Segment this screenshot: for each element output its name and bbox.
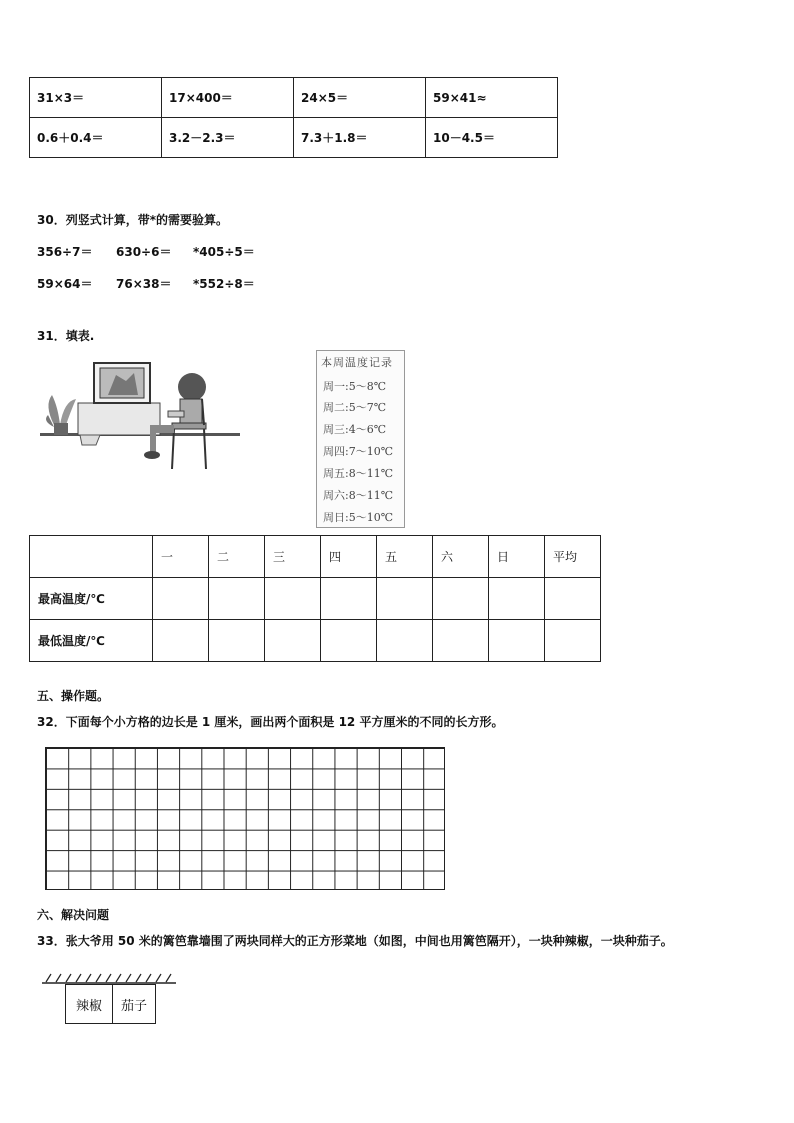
pepper-plot	[65, 984, 113, 1024]
header-cell	[30, 536, 153, 578]
calc-table	[29, 77, 558, 158]
record-title: 本周温度记录	[321, 356, 393, 369]
answer-cell[interactable]	[265, 620, 321, 662]
answer-cell[interactable]	[209, 620, 265, 662]
answer-cell[interactable]	[433, 578, 489, 620]
plot-label: 辣椒	[75, 998, 102, 1014]
table-row	[30, 78, 558, 118]
q30-expr: 630÷6＝	[116, 245, 172, 259]
row-label: 最高温度/℃	[30, 578, 153, 620]
question-30-title: 30．列竖式计算，带*的需要验算。	[37, 213, 228, 227]
calc-cell: 31×3＝	[30, 78, 162, 118]
record-item: 周四:7～10℃	[323, 445, 394, 458]
calc-cell: 0.6＋0.4＝	[30, 118, 162, 158]
q30-expr: 356÷7＝	[37, 245, 93, 259]
record-item: 周六:8～11℃	[323, 489, 394, 502]
table-header-row	[30, 536, 601, 578]
header-cell: 一	[153, 536, 209, 578]
answer-cell[interactable]	[153, 578, 209, 620]
section-6-heading: 六、解决问题	[37, 908, 110, 922]
record-item: 周五:8～11℃	[323, 467, 394, 480]
answer-cell[interactable]	[153, 620, 209, 662]
answer-cell[interactable]	[489, 620, 545, 662]
child-watching-tv-illustration	[40, 355, 242, 475]
header-cell: 平均	[545, 536, 601, 578]
answer-cell[interactable]	[377, 578, 433, 620]
answer-cell[interactable]	[265, 578, 321, 620]
record-item: 周二:5～7℃	[323, 401, 387, 414]
answer-cell[interactable]	[489, 578, 545, 620]
header-cell: 日	[489, 536, 545, 578]
answer-cell[interactable]	[545, 620, 601, 662]
table-row	[30, 118, 558, 158]
header-cell: 二	[209, 536, 265, 578]
answer-cell[interactable]	[377, 620, 433, 662]
record-item: 周日:5～10℃	[323, 511, 394, 524]
table-row	[30, 578, 601, 620]
row-label: 最低温度/℃	[30, 620, 153, 662]
answer-cell[interactable]	[545, 578, 601, 620]
answer-cell[interactable]	[321, 620, 377, 662]
answer-cell[interactable]	[433, 620, 489, 662]
section-5-heading: 五、操作题。	[37, 689, 110, 703]
record-item: 周三:4～6℃	[323, 423, 387, 436]
header-cell: 六	[433, 536, 489, 578]
calc-cell: 10－4.5＝	[426, 118, 558, 158]
header-cell: 三	[265, 536, 321, 578]
header-cell: 五	[377, 536, 433, 578]
answer-cell[interactable]	[209, 578, 265, 620]
question-32-title: 32．下面每个小方格的边长是 1 厘米，画出两个面积是 12 平方厘米的不同的长方形。	[37, 715, 504, 729]
calc-cell: 7.3＋1.8＝	[294, 118, 426, 158]
header-cell: 四	[321, 536, 377, 578]
calc-cell: 24×5＝	[294, 78, 426, 118]
plot-label: 茄子	[120, 998, 147, 1014]
q30-expr: *552÷8＝	[193, 277, 255, 291]
answer-cell[interactable]	[321, 578, 377, 620]
temperature-record-card	[316, 350, 405, 528]
eggplant-plot	[112, 984, 156, 1024]
calc-cell: 59×41≈	[426, 78, 558, 118]
q30-expr: 76×38＝	[116, 277, 172, 291]
calc-cell: 3.2－2.3＝	[162, 118, 294, 158]
temperature-table	[29, 535, 601, 662]
question-33-title: 33．张大爷用 50 米的篱笆靠墙围了两块同样大的正方形菜地（如图，中间也用篱笆隔开），一块种辣椒，一块种茄子。	[37, 934, 673, 948]
record-item: 周一:5～8℃	[323, 380, 387, 393]
table-row	[30, 620, 601, 662]
q30-expr: 59×64＝	[37, 277, 93, 291]
square-grid[interactable]	[45, 747, 445, 890]
q30-expr: *405÷5＝	[193, 245, 255, 259]
calc-cell: 17×400＝	[162, 78, 294, 118]
question-31-title: 31．填表.	[37, 329, 95, 343]
